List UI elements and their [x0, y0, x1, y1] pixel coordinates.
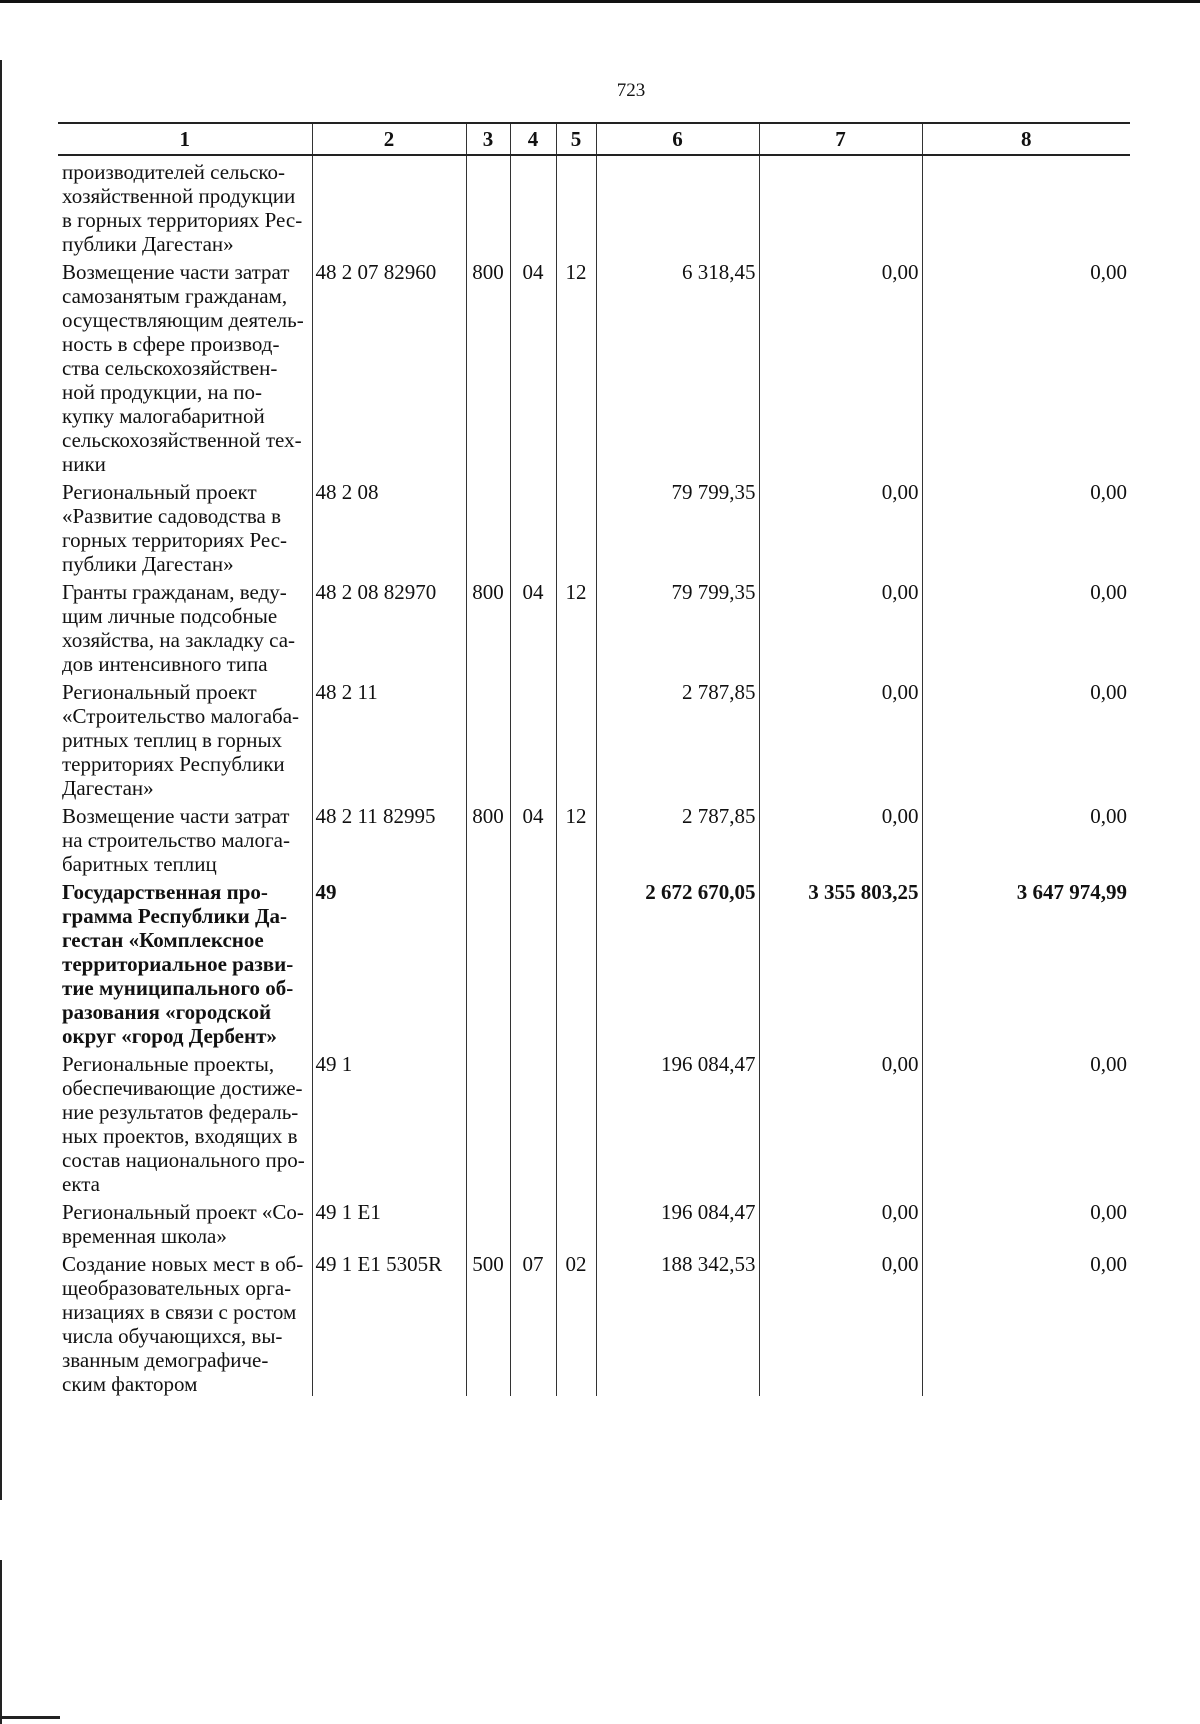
expense-type: 800: [466, 576, 510, 676]
row-name: производителей сельско-хозяйственной продукции в горных территориях Рес-публики Дагестан»: [62, 160, 303, 256]
column-header-1: 1: [58, 123, 312, 155]
expense-type: 500: [466, 1248, 510, 1396]
amount-col-8: 3 647 974,99: [922, 876, 1130, 1048]
amount-col-6: 196 084,47: [596, 1048, 759, 1196]
amount-col-6: 79 799,35: [596, 476, 759, 576]
top-border-line: [0, 0, 1200, 3]
column-header-4: 4: [510, 123, 556, 155]
section-code: [510, 1196, 556, 1248]
amount-col-8: 0,00: [922, 476, 1130, 576]
amount-col-8: 0,00: [922, 1248, 1130, 1396]
amount-col-8: 0,00: [922, 676, 1130, 800]
column-header-3: 3: [466, 123, 510, 155]
expense-type: 800: [466, 256, 510, 476]
amount-col-8: 0,00: [922, 576, 1130, 676]
amount-col-7: 0,00: [759, 476, 922, 576]
left-margin-line-lower: [0, 1560, 2, 1724]
target-article-code: 49 1: [312, 1048, 466, 1196]
target-article-code: 48 2 11: [312, 676, 466, 800]
amount-col-6: 2 787,85: [596, 676, 759, 800]
subsection-code: 12: [556, 576, 596, 676]
section-code: 04: [510, 800, 556, 876]
table-header: [58, 123, 1130, 155]
table-row: [58, 476, 1130, 576]
table-row: [58, 1248, 1130, 1396]
amount-col-6: 2 672 670,05: [596, 876, 759, 1048]
amount-col-7: 0,00: [759, 1048, 922, 1196]
subsection-code: 12: [556, 800, 596, 876]
section-code: [510, 1048, 556, 1196]
row-name: Региональный проект «Со-временная школа»: [62, 1200, 304, 1248]
row-name: Государственная про-грамма Республики Да-гестан «Комплексное территориальное разви-тие муниципального об-разования «городской округ «город Дербент»: [62, 880, 294, 1048]
target-article-code: 49 1 E1: [312, 1196, 466, 1248]
subsection-code: 02: [556, 1248, 596, 1396]
table-row: [58, 800, 1130, 876]
row-name: Региональные проекты, обеспечивающие достиже-ние результатов федераль-ных проектов, входящих в состав национального про-екта: [62, 1052, 305, 1196]
section-code: [510, 876, 556, 1048]
subsection-code: [556, 476, 596, 576]
subsection-code: 12: [556, 256, 596, 476]
row-name: Создание новых мест в об-щеобразовательных орга-низациях в связи с ростом числа обучающихся, вы-званным демографиче-ским фактором: [62, 1252, 304, 1396]
amount-col-7: [759, 155, 922, 256]
expense-type: [466, 1196, 510, 1248]
amount-col-6: [596, 155, 759, 256]
column-header-2: 2: [312, 123, 466, 155]
amount-col-8: 0,00: [922, 800, 1130, 876]
row-name: Гранты гражданам, веду-щим личные подсобные хозяйства, на закладку са-дов интенсивного типа: [62, 580, 296, 676]
row-name: Региональный проект «Строительство малогаба-ритных теплиц в горных территориях Республики Дагестан»: [62, 680, 300, 800]
column-header-7: 7: [759, 123, 922, 155]
row-name: Возмещение части затрат самозанятым гражданам, осуществляющим деятель-ность в сфере производ-ства сельскохозяйствен-ной продукции, на по-купку малогабаритной сельскохозяйственной тех-ники: [62, 260, 304, 476]
expense-type: 800: [466, 800, 510, 876]
amount-col-7: 0,00: [759, 676, 922, 800]
table-row: [58, 1196, 1130, 1248]
target-article-code: 48 2 08 82970: [312, 576, 466, 676]
amount-col-7: 0,00: [759, 1196, 922, 1248]
amount-col-7: 0,00: [759, 1248, 922, 1396]
bottom-corner-mark: [0, 1716, 60, 1719]
table-row: [58, 676, 1130, 800]
section-code: [510, 476, 556, 576]
subsection-code: [556, 1048, 596, 1196]
expense-type: [466, 676, 510, 800]
amount-col-8: [922, 155, 1130, 256]
expense-type: [466, 1048, 510, 1196]
table-row: [58, 576, 1130, 676]
row-name: Возмещение части затрат на строительство малога-баритных теплиц: [62, 804, 290, 876]
subsection-code: [556, 676, 596, 800]
table-row: [58, 876, 1130, 1048]
target-article-code: 48 2 07 82960: [312, 256, 466, 476]
expense-type: [466, 155, 510, 256]
amount-col-8: 0,00: [922, 1048, 1130, 1196]
table-row: [58, 155, 1130, 256]
target-article-code: [312, 155, 466, 256]
budget-table: [58, 122, 1130, 1396]
amount-col-8: 0,00: [922, 1196, 1130, 1248]
amount-col-6: 196 084,47: [596, 1196, 759, 1248]
section-code: [510, 676, 556, 800]
column-header-5: 5: [556, 123, 596, 155]
amount-col-7: 0,00: [759, 576, 922, 676]
target-article-code: 48 2 11 82995: [312, 800, 466, 876]
table-row: [58, 1048, 1130, 1196]
header-row: [58, 123, 1130, 155]
subsection-code: [556, 1196, 596, 1248]
subsection-code: [556, 155, 596, 256]
amount-col-7: 3 355 803,25: [759, 876, 922, 1048]
column-header-6: 6: [596, 123, 759, 155]
subsection-code: [556, 876, 596, 1048]
amount-col-7: 0,00: [759, 256, 922, 476]
amount-col-7: 0,00: [759, 800, 922, 876]
target-article-code: 48 2 08: [312, 476, 466, 576]
row-name: Региональный проект «Развитие садоводства в горных территориях Рес-публики Дагестан»: [62, 480, 288, 576]
target-article-code: 49 1 E1 5305R: [312, 1248, 466, 1396]
column-header-8: 8: [922, 123, 1130, 155]
table-row: [58, 256, 1130, 476]
expense-type: [466, 876, 510, 1048]
amount-col-6: 79 799,35: [596, 576, 759, 676]
amount-col-6: 2 787,85: [596, 800, 759, 876]
section-code: [510, 155, 556, 256]
amount-col-6: 6 318,45: [596, 256, 759, 476]
expense-type: [466, 476, 510, 576]
section-code: 04: [510, 576, 556, 676]
target-article-code: 49: [312, 876, 466, 1048]
page-number: 723: [616, 80, 646, 101]
section-code: 07: [510, 1248, 556, 1396]
amount-col-8: 0,00: [922, 256, 1130, 476]
left-margin-line: [0, 60, 2, 1500]
table-body: [58, 155, 1130, 1396]
amount-col-6: 188 342,53: [596, 1248, 759, 1396]
section-code: 04: [510, 256, 556, 476]
